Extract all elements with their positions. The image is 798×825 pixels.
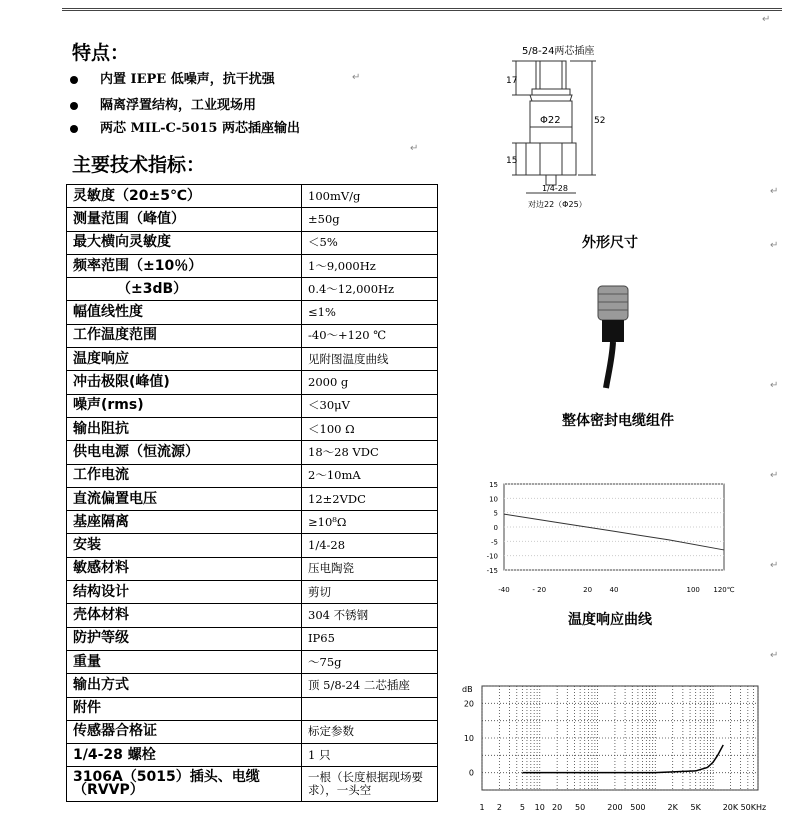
table-row <box>67 208 438 231</box>
spec-key: 壳体材料 <box>67 604 302 627</box>
spec-value: 2～10mA <box>302 464 438 487</box>
x-tick-label: 50KHz <box>740 803 767 812</box>
table-row <box>67 767 438 802</box>
spec-key: 噪声(rms) <box>67 394 302 417</box>
dim-52: 52 <box>594 116 606 126</box>
spec-value: 1 只 <box>302 744 438 767</box>
bullet-icon <box>70 102 78 110</box>
spec-value: ≥10⁸Ω <box>302 511 438 534</box>
spec-value: ＜30μV <box>302 394 438 417</box>
paragraph-mark: ↵ <box>762 14 771 25</box>
temperature-chart <box>478 478 738 593</box>
paragraph-mark: ↵ <box>770 380 779 391</box>
y-tick-label: 0 <box>493 524 498 532</box>
table-row <box>67 348 438 371</box>
table-row <box>67 744 438 767</box>
x-tick-label: - 20 <box>532 586 547 593</box>
spec-value: 压电陶瓷 <box>302 557 438 580</box>
y-axis-label: dB <box>462 685 473 694</box>
table-row <box>67 534 438 557</box>
spec-key: 灵敏度（20±5℃） <box>67 185 302 208</box>
outline-drawing <box>500 55 620 215</box>
dim-diameter: Φ22 <box>540 115 561 126</box>
table-row <box>67 301 438 324</box>
x-tick-label: 20K <box>722 803 739 812</box>
spec-value: ＜5% <box>302 231 438 254</box>
table-row <box>67 650 438 673</box>
header-rule <box>62 8 782 11</box>
spec-key: 频率范围（±10％） <box>67 254 302 277</box>
x-tick-label: 20 <box>552 803 563 812</box>
x-tick-label: 2 <box>496 803 502 812</box>
spec-value: ≤1% <box>302 301 438 324</box>
drawing-caption: 外形尺寸 <box>582 235 638 251</box>
spec-key: 重量 <box>67 650 302 673</box>
spec-key: 基座隔离 <box>67 511 302 534</box>
paragraph-mark: ↵ <box>410 143 419 154</box>
spec-key: 幅值线性度 <box>67 301 302 324</box>
spec-value: 0.4～12,000Hz <box>302 278 438 301</box>
cable-image <box>580 280 640 390</box>
y-tick-label: 0 <box>468 768 474 778</box>
specs-table <box>66 184 438 802</box>
spec-key: 3106A（5015）插头、电缆（RVVP） <box>67 767 302 802</box>
paragraph-mark: ↵ <box>352 72 361 83</box>
y-tick-label: 20 <box>463 699 474 709</box>
spec-value: 一根（长度根据现场要求），一头空 <box>302 767 438 802</box>
spec-value: 304 不锈钢 <box>302 604 438 627</box>
spec-key: 防护等级 <box>67 627 302 650</box>
spec-value: 标定参数 <box>302 720 438 743</box>
spec-key: 测量范围（峰值） <box>67 208 302 231</box>
spec-value: 100mV/g <box>302 185 438 208</box>
features-heading: 特点： <box>72 42 130 64</box>
table-row <box>67 720 438 743</box>
x-tick-label: 50 <box>575 803 586 812</box>
specs-heading: 主要技术指标： <box>72 154 206 176</box>
y-tick-label: -5 <box>491 538 498 547</box>
table-row <box>67 627 438 650</box>
table-row <box>67 254 438 277</box>
feature-item <box>70 117 300 136</box>
spec-value <box>302 697 438 720</box>
drawing-top-label: 5/8-24两芯插座 <box>522 46 595 57</box>
x-tick-label: 500 <box>630 803 646 812</box>
y-tick-label: 5 <box>493 509 498 518</box>
x-tick-label: 100 <box>686 586 700 593</box>
y-tick-label: 15 <box>489 481 498 489</box>
paragraph-mark: ↵ <box>770 650 779 661</box>
paragraph-mark: ↵ <box>770 240 779 251</box>
y-tick-label: -10 <box>486 552 498 561</box>
table-row <box>67 417 438 440</box>
spec-key: 供电电源（恒流源） <box>67 441 302 464</box>
spec-value: 2000 g <box>302 371 438 394</box>
feature-item <box>70 94 256 113</box>
dim-17: 17 <box>506 76 518 86</box>
x-tick-label: 5K <box>690 803 701 812</box>
spec-value: ±50g <box>302 208 438 231</box>
table-row <box>67 697 438 720</box>
table-row <box>67 441 438 464</box>
spec-value: -40～+120 ℃ <box>302 324 438 347</box>
spec-value: ＜100 Ω <box>302 417 438 440</box>
spec-key: 敏感材料 <box>67 557 302 580</box>
spec-key: 最大横向灵敏度 <box>67 231 302 254</box>
spec-value: 12±2VDC <box>302 487 438 510</box>
paragraph-mark: ↵ <box>770 560 779 571</box>
spec-key: 温度响应 <box>67 348 302 371</box>
feature-text: 两芯 MIL-C-5015 两芯插座输出 <box>100 121 300 136</box>
spec-key: 输出阻抗 <box>67 417 302 440</box>
y-tick-label: 10 <box>489 495 498 504</box>
table-row <box>67 185 438 208</box>
series-line <box>522 745 723 773</box>
spec-key: 工作电流 <box>67 464 302 487</box>
spec-value: 1/4-28 <box>302 534 438 557</box>
x-tick-label: 10 <box>534 803 545 812</box>
feature-item <box>70 68 275 87</box>
table-row <box>67 464 438 487</box>
x-tick-label: 20 <box>583 586 593 593</box>
spec-key: 1/4-28 螺栓 <box>67 744 302 767</box>
frequency-chart <box>458 680 778 815</box>
series-line <box>504 514 724 550</box>
dim-15: 15 <box>506 156 518 166</box>
x-tick-label: -40 <box>498 586 510 593</box>
x-tick-label: 1 <box>479 803 485 812</box>
paragraph-mark: ↵ <box>770 470 779 481</box>
spec-key: 工作温度范围 <box>67 324 302 347</box>
y-tick-label: -15 <box>486 567 498 575</box>
spec-value: ～75g <box>302 650 438 673</box>
spec-key: 安装 <box>67 534 302 557</box>
cable-caption: 整体密封电缆组件 <box>562 413 674 429</box>
spec-value: 顶 5/8-24 二芯插座 <box>302 674 438 697</box>
spec-value: 1～9,000Hz <box>302 254 438 277</box>
y-tick-label: 10 <box>463 734 474 743</box>
temp-chart-caption: 温度响应曲线 <box>568 612 652 628</box>
spec-key: 传感器合格证 <box>67 720 302 743</box>
feature-text: 隔离浮置结构，工业现场用 <box>100 98 257 113</box>
spec-key: 输出方式 <box>67 674 302 697</box>
x-tick-label: 40 <box>609 586 619 593</box>
spec-value: 剪切 <box>302 581 438 604</box>
table-row <box>67 487 438 510</box>
table-row <box>67 511 438 534</box>
bullet-icon <box>70 76 78 84</box>
table-row <box>67 371 438 394</box>
spec-key: （±3dB） <box>67 278 302 301</box>
feature-text: 内置 IEPE 低噪声，抗干扰强 <box>100 72 275 87</box>
table-row <box>67 674 438 697</box>
spec-key: 附件 <box>67 697 302 720</box>
spec-value: IP65 <box>302 627 438 650</box>
spec-key: 直流偏置电压 <box>67 487 302 510</box>
spec-key: 结构设计 <box>67 581 302 604</box>
table-row <box>67 604 438 627</box>
bullet-icon <box>70 125 78 133</box>
table-row <box>67 581 438 604</box>
x-tick-label: 5 <box>519 803 525 812</box>
spec-value: 见附图温度曲线 <box>302 348 438 371</box>
table-row <box>67 324 438 347</box>
spec-value: 18～28 VDC <box>302 441 438 464</box>
x-tick-label: 200 <box>607 803 623 812</box>
dim-across-flats: 对边22（Φ25） <box>528 200 587 209</box>
table-row <box>67 394 438 417</box>
spec-key: 冲击极限(峰值) <box>67 371 302 394</box>
table-row <box>67 557 438 580</box>
x-tick-label: 2K <box>667 803 678 812</box>
paragraph-mark: ↵ <box>770 186 779 197</box>
table-row <box>67 231 438 254</box>
dim-thread: 1/4-28 <box>542 184 568 193</box>
table-row <box>67 278 438 301</box>
x-tick-label: 120℃ <box>713 586 735 593</box>
